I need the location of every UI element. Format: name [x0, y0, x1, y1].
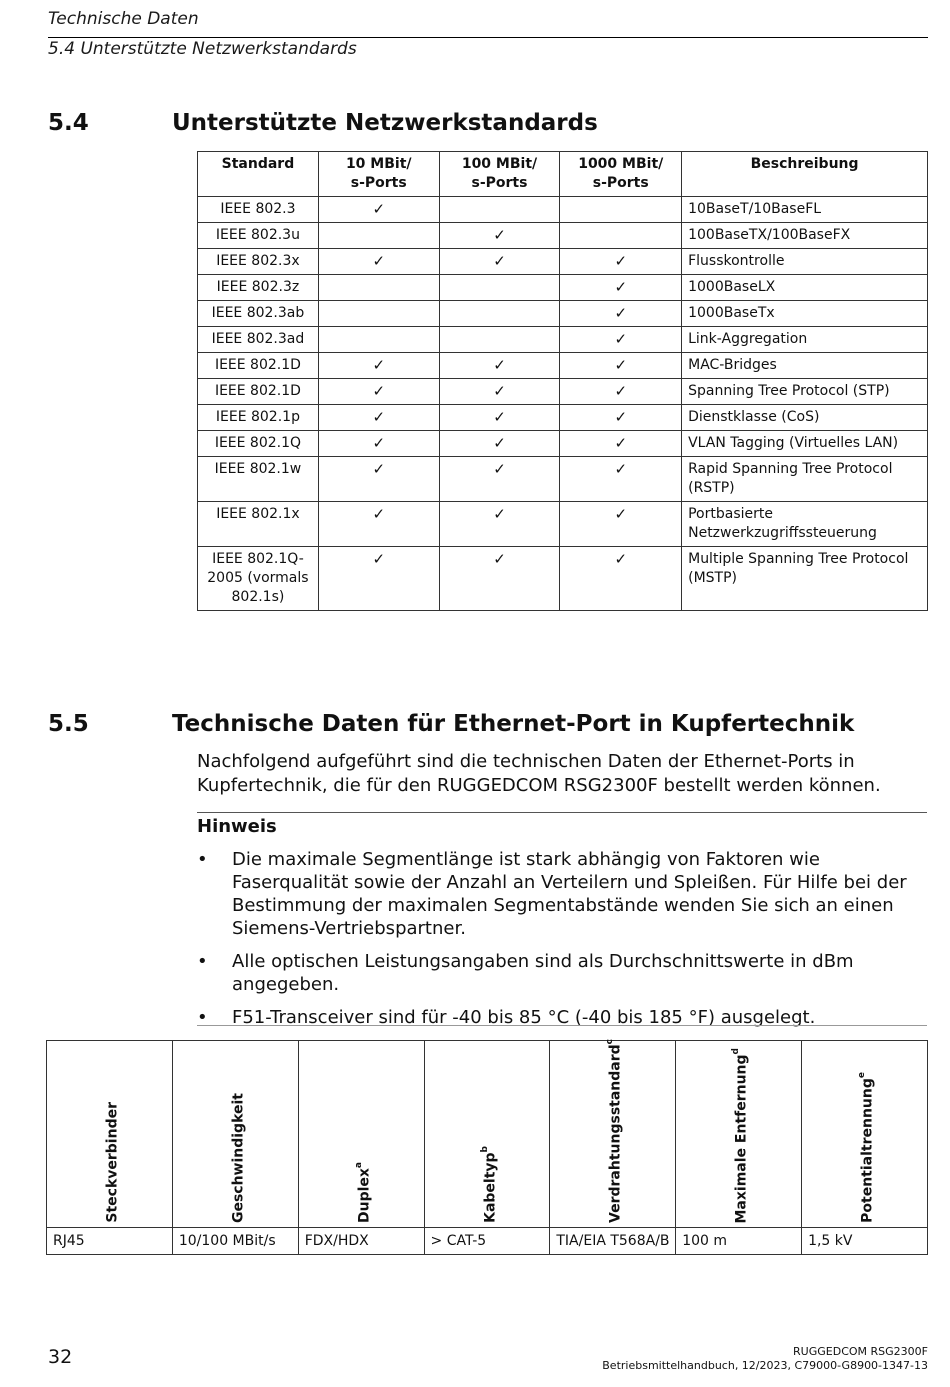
standard-cell: IEEE 802.3ab: [198, 301, 319, 327]
standard-cell: IEEE 802.1w: [198, 457, 319, 502]
section-title: Technische Daten für Ethernet-Port in Kupfertechnik: [172, 711, 855, 737]
table-cell: 100 m: [676, 1228, 802, 1255]
section-number: 5.4: [48, 110, 89, 136]
description-cell: Spanning Tree Protocol (STP): [682, 379, 928, 405]
check-cell-10mbit: ✓: [318, 379, 439, 405]
check-cell-10mbit: ✓: [318, 502, 439, 547]
table-row: [198, 327, 928, 353]
header-10mbit: 10 MBit/ s-Ports: [318, 152, 439, 197]
check-cell-10mbit: [318, 301, 439, 327]
header-isolation: Potentialtrennung$^e$: [802, 1041, 928, 1228]
header-1000mbit: 1000 MBit/ s-Ports: [560, 152, 682, 197]
table-row: [198, 223, 928, 249]
note-divider-top: [197, 812, 927, 813]
standard-cell: IEEE 802.1Q: [198, 431, 319, 457]
list-item: • Die maximale Segmentlänge ist stark abhängig von Faktoren wie Faserqualität sowie der Anzahl an Verteilern und Spleißen. Für Hilfe bei der Bestimmung der maximalen Segmentabstände wenden Sie sich an einen Siemens-Vertriebspartner.: [197, 849, 907, 939]
standard-cell: IEEE 802.1Q-2005 (vormals 802.1s): [198, 547, 319, 611]
standard-cell: IEEE 802.1x: [198, 502, 319, 547]
section-title: Unterstützte Netzwerkstandards: [172, 110, 598, 136]
check-cell-1000mbit: ✓: [560, 431, 682, 457]
list-item: • F51-Transceiver sind für -40 bis 85 °C (-40 bis 185 °F) ausgelegt.: [197, 1007, 816, 1028]
header-description: Beschreibung: [682, 152, 928, 197]
check-cell-1000mbit: ✓: [560, 249, 682, 275]
header-duplex: Duplex$^a$: [298, 1041, 424, 1228]
footer-product: RUGGEDCOM RSG2300F: [793, 1345, 928, 1358]
table-row: [198, 457, 928, 502]
page-number: 32: [48, 1346, 73, 1368]
table-header-row: [47, 1041, 928, 1228]
header-standard: Standard: [198, 152, 319, 197]
standard-cell: IEEE 802.3ad: [198, 327, 319, 353]
table-cell: FDX/HDX: [298, 1228, 424, 1255]
header-divider: [48, 37, 928, 38]
header-speed: Geschwindigkeit: [172, 1041, 298, 1228]
note-list: [197, 848, 927, 1039]
standard-cell: IEEE 802.1p: [198, 405, 319, 431]
table-cell: RJ45: [47, 1228, 173, 1255]
table-header-row: [198, 152, 928, 197]
check-cell-100mbit: ✓: [439, 249, 560, 275]
note-divider-bottom: [197, 1025, 927, 1026]
description-cell: Dienstklasse (CoS): [682, 405, 928, 431]
check-cell-1000mbit: ✓: [560, 502, 682, 547]
table-row: [198, 547, 928, 611]
check-cell-100mbit: ✓: [439, 405, 560, 431]
intro-paragraph: Nachfolgend aufgeführt sind die technischen Daten der Ethernet-Ports in Kupfertechnik, die für den RUGGEDCOM RSG2300F bestellt werden können.: [197, 751, 881, 796]
table-cell: TIA/EIA T568A/B: [550, 1228, 676, 1255]
check-cell-10mbit: [318, 275, 439, 301]
check-cell-100mbit: ✓: [439, 547, 560, 611]
running-header-section: 5.4 Unterstützte Netzwerkstandards: [48, 39, 357, 59]
network-standards-table: [197, 151, 928, 611]
standard-cell: IEEE 802.3u: [198, 223, 319, 249]
check-cell-10mbit: ✓: [318, 431, 439, 457]
check-cell-1000mbit: ✓: [560, 405, 682, 431]
standard-cell: IEEE 802.1D: [198, 353, 319, 379]
check-cell-100mbit: [439, 301, 560, 327]
check-cell-10mbit: ✓: [318, 249, 439, 275]
description-cell: VLAN Tagging (Virtuelles LAN): [682, 431, 928, 457]
check-cell-100mbit: [439, 327, 560, 353]
check-cell-1000mbit: ✓: [560, 301, 682, 327]
table-cell: 1,5 kV: [802, 1228, 928, 1255]
description-cell: 10BaseT/10BaseFL: [682, 197, 928, 223]
bullet-icon: •: [197, 849, 208, 870]
table-row: [198, 353, 928, 379]
check-cell-100mbit: ✓: [439, 353, 560, 379]
description-cell: Link-Aggregation: [682, 327, 928, 353]
check-cell-10mbit: ✓: [318, 457, 439, 502]
description-cell: 1000BaseTx: [682, 301, 928, 327]
check-cell-1000mbit: ✓: [560, 379, 682, 405]
check-cell-100mbit: [439, 275, 560, 301]
standard-cell: IEEE 802.1D: [198, 379, 319, 405]
header-cable-type: Kabeltyp$^b$: [424, 1041, 550, 1228]
description-cell: 100BaseTX/100BaseFX: [682, 223, 928, 249]
standard-cell: IEEE 802.3z: [198, 275, 319, 301]
list-item: • Alle optischen Leistungsangaben sind als Durchschnittswerte in dBm angegeben.: [197, 951, 854, 995]
table-row: [198, 301, 928, 327]
standard-cell: IEEE 802.3x: [198, 249, 319, 275]
footer-document: Betriebsmittelhandbuch, 12/2023, C79000-G8900-1347-13: [602, 1359, 928, 1372]
description-cell: Rapid Spanning Tree Protocol (RSTP): [682, 457, 928, 502]
note-title: Hinweis: [197, 816, 277, 837]
table-row: [198, 431, 928, 457]
check-cell-100mbit: [439, 197, 560, 223]
header-connector: Steckverbinder: [47, 1041, 173, 1228]
bullet-icon: •: [197, 951, 208, 972]
standard-cell: IEEE 802.3: [198, 197, 319, 223]
description-cell: Portbasierte Netzwerkzugriffssteuerung: [682, 502, 928, 547]
check-cell-10mbit: ✓: [318, 353, 439, 379]
running-header-chapter: Technische Daten: [48, 9, 199, 29]
description-cell: MAC-Bridges: [682, 353, 928, 379]
table-cell: > CAT-5: [424, 1228, 550, 1255]
header-max-distance: Maximale Entfernung$^d$: [676, 1041, 802, 1228]
table-row: [198, 249, 928, 275]
description-cell: 1000BaseLX: [682, 275, 928, 301]
table-cell: 10/100 MBit/s: [172, 1228, 298, 1255]
table-row: [198, 379, 928, 405]
table-row: [198, 197, 928, 223]
check-cell-10mbit: ✓: [318, 547, 439, 611]
bullet-icon: •: [197, 1007, 208, 1028]
check-cell-100mbit: ✓: [439, 379, 560, 405]
check-cell-100mbit: ✓: [439, 457, 560, 502]
table-row: [198, 405, 928, 431]
check-cell-10mbit: [318, 223, 439, 249]
description-cell: Flusskontrolle: [682, 249, 928, 275]
check-cell-10mbit: ✓: [318, 405, 439, 431]
check-cell-100mbit: ✓: [439, 223, 560, 249]
table-row: [198, 275, 928, 301]
description-cell: Multiple Spanning Tree Protocol (MSTP): [682, 547, 928, 611]
header-100mbit: 100 MBit/ s-Ports: [439, 152, 560, 197]
check-cell-10mbit: ✓: [318, 197, 439, 223]
table-row: [47, 1228, 928, 1255]
check-cell-10mbit: [318, 327, 439, 353]
check-cell-1000mbit: ✓: [560, 457, 682, 502]
check-cell-1000mbit: ✓: [560, 353, 682, 379]
check-cell-1000mbit: [560, 223, 682, 249]
check-cell-100mbit: ✓: [439, 431, 560, 457]
check-cell-1000mbit: ✓: [560, 547, 682, 611]
table-row: [198, 502, 928, 547]
check-cell-1000mbit: [560, 197, 682, 223]
section-number: 5.5: [48, 711, 89, 737]
check-cell-100mbit: ✓: [439, 502, 560, 547]
check-cell-1000mbit: ✓: [560, 327, 682, 353]
ethernet-copper-spec-table: [46, 1040, 928, 1255]
header-wiring-standard: Verdrahtungsstandard$^c$: [550, 1041, 676, 1228]
check-cell-1000mbit: ✓: [560, 275, 682, 301]
